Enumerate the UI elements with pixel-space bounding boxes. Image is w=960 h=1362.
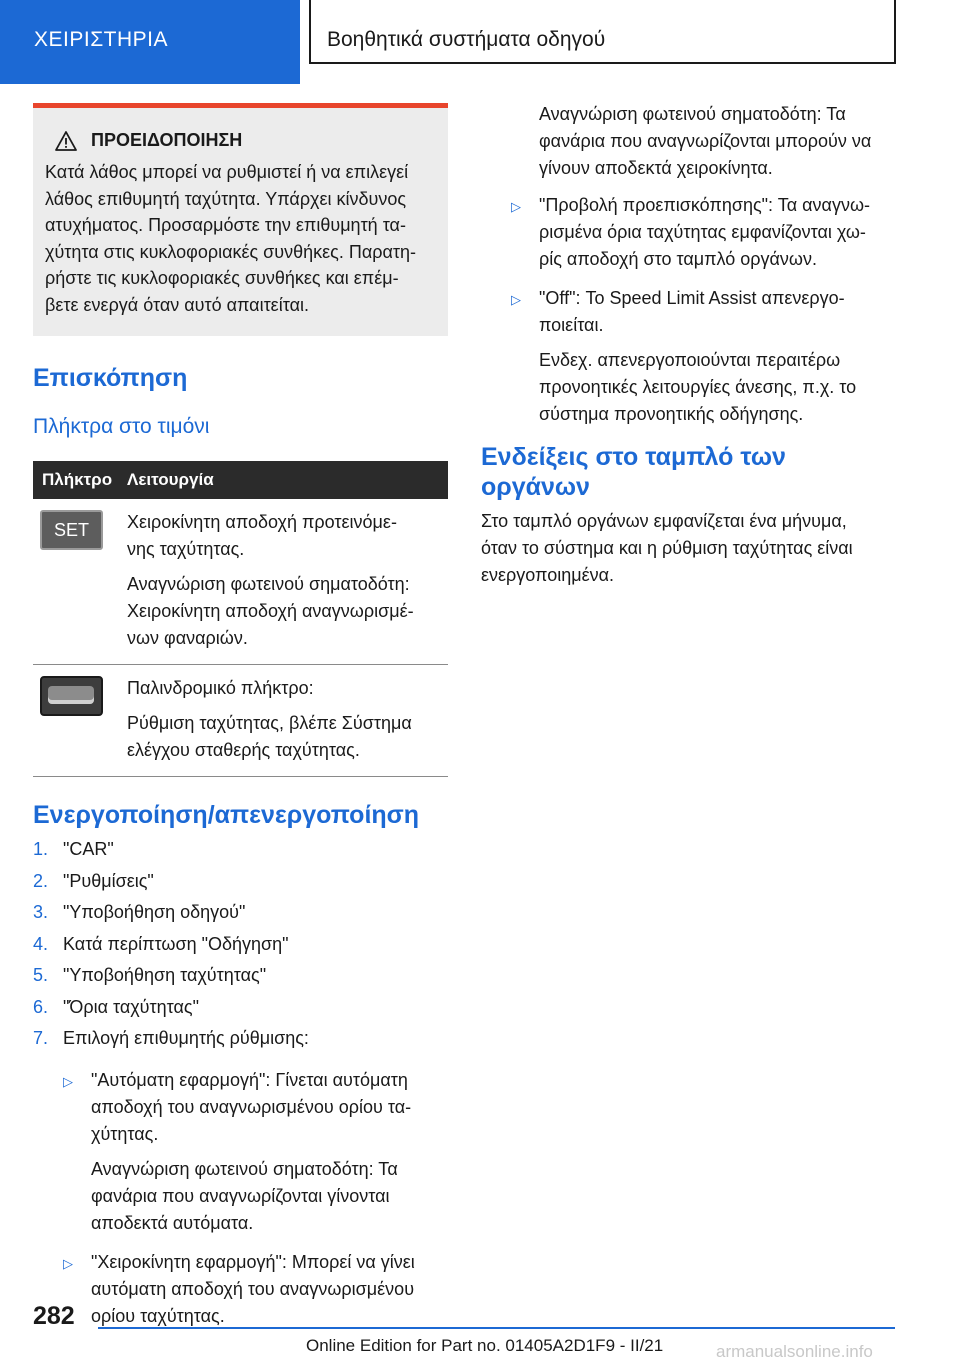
- list-item: [511, 192, 895, 273]
- step-number: 3.: [33, 902, 49, 922]
- list-item: [33, 992, 448, 1024]
- function-cell: [127, 509, 448, 652]
- header-chapter-title: Βοηθητικά συστήματα οδηγού: [327, 28, 606, 51]
- option-text: "Χειροκίνητη εφαρμογή": Μπορεί να γίνει αυτόματη αποδοχή του αναγνωρισμένου ορίου ταχύτητας.: [91, 1251, 415, 1326]
- warning-title-row: [45, 130, 438, 151]
- step-text: Επιλογή επιθυμητής ρύθμισης:: [63, 1028, 309, 1048]
- key-cell: [33, 509, 127, 652]
- function-text: Χειροκίνητη αποδοχή προτεινόμε- νης ταχύτητας.: [127, 512, 397, 559]
- right-column: [481, 103, 895, 589]
- set-button-icon: [40, 510, 103, 550]
- table-header-function: Λειτουργία: [127, 470, 214, 489]
- step-number: 2.: [33, 870, 49, 891]
- activation-heading: Ενεργοποίηση/απενεργοποίηση: [33, 801, 420, 829]
- option-text: Αναγνώριση φωτεινού σηματοδότη: Τα φανάρια που αναγνωρίζονται γίνονται αποδεκτά αυτόματα.: [91, 1158, 398, 1233]
- list-item: [33, 960, 448, 992]
- watermark: armanualsonline.info: [712, 1342, 873, 1362]
- list-item: [511, 285, 895, 428]
- step-number: 7.: [33, 1028, 49, 1048]
- overview-heading: Επισκόπηση: [33, 364, 188, 392]
- triangle-bullet-icon: ▷: [511, 292, 521, 307]
- function-text: Παλινδρομικό πλήκτρο:: [127, 678, 314, 698]
- header-section-tab: [0, 0, 300, 84]
- warning-box: [33, 103, 448, 336]
- header-section-title: ΧΕΙΡΙΣΤΗΡΙΑ: [34, 28, 169, 51]
- step-number: 5.: [33, 965, 49, 985]
- table-row: [33, 665, 448, 777]
- option-text: "Αυτόματη εφαρμογή": Γίνεται αυτόματη αποδοχή του αναγνωρισμένου ορίου τα- χύτητας.: [91, 1069, 412, 1144]
- list-item: [33, 1023, 448, 1055]
- header-chapter-box: [311, 0, 896, 64]
- key-cell: [33, 675, 127, 764]
- warning-title: ΠΡΟΕΙΔΟΠΟΙΗΣΗ: [91, 130, 243, 150]
- list-item: [33, 866, 448, 898]
- step-text: "Όρια ταχύτητας": [63, 996, 199, 1017]
- list-item: [63, 1067, 448, 1237]
- table-row: [33, 499, 448, 665]
- function-cell: [127, 675, 448, 764]
- left-column: [33, 103, 448, 1342]
- option-list-left: [33, 1067, 448, 1330]
- warning-line: χύτητα στις κυκλοφοριακές συνθήκες. Παρατη-: [45, 241, 417, 262]
- activation-steps: [33, 834, 448, 1055]
- footer-edition: Online Edition for Part no. 01405A2D1F9 - II/21: [306, 1336, 664, 1355]
- indications-heading: Ενδείξεις στο ταμπλό των οργάνων: [481, 443, 786, 501]
- warning-line: λάθος επιθυμητή ταχύτητα. Υπάρχει κίνδυνος: [45, 188, 407, 209]
- option-text: "Προβολή προεπισκόπησης": Τα αναγνω- ρισμένα όρια ταχύτητας εμφανίζονται χω- ρίς αποδοχή στο ταμπλό οργάνων.: [539, 195, 871, 269]
- list-item: [33, 929, 448, 961]
- page-number: 282: [33, 1302, 75, 1330]
- set-button-label: SET: [53, 519, 89, 540]
- list-item: [63, 1249, 448, 1330]
- warning-line: ρήστε τις κυκλοφοριακές συνθήκες και επέμ-: [45, 268, 399, 288]
- triangle-bullet-icon: ▷: [511, 199, 521, 214]
- triangle-bullet-icon: ▷: [63, 1073, 73, 1089]
- rocker-button-icon: [40, 676, 103, 716]
- step-text: "CAR": [63, 839, 114, 859]
- list-item: [33, 834, 448, 866]
- warning-text: [45, 159, 438, 318]
- table-header: [33, 461, 448, 499]
- indications-text: Στο ταμπλό οργάνων εμφανίζεται ένα μήνυμα, όταν το σύστημα και η ρύθμιση ταχύτητας είναι ενεργοποιημένα.: [481, 511, 853, 585]
- option-list-right: [481, 192, 895, 428]
- warning-triangle-icon: [55, 131, 77, 151]
- option-text: "Off": Το Speed Limit Assist απενεργο- ποιείται.: [539, 288, 845, 335]
- step-number: 4.: [33, 933, 49, 954]
- continuation-text: Αναγνώριση φωτεινού σηματοδότη: Τα φανάρια που αναγνωρίζονται μπορούν να γίνουν αποδεκτά χειροκίνητα.: [539, 104, 872, 178]
- step-text: Κατά περίπτωση "Οδήγηση": [63, 933, 289, 954]
- option-text: Ενδεχ. απενεργοποιούνται περαιτέρω προνοητικές λειτουργίες άνεσης, π.χ. το σύστημα προνοητικής οδήγησης.: [539, 350, 857, 424]
- footer-rule: [98, 1327, 895, 1329]
- table-header-key: Πλήκτρο: [42, 470, 113, 489]
- function-text: Αναγνώριση φωτεινού σηματοδότη: Χειροκίνητη αποδοχή αναγνωρισμέ- νων φαναριών.: [127, 574, 414, 648]
- triangle-bullet-icon: ▷: [63, 1255, 73, 1271]
- step-number: 1.: [33, 839, 49, 859]
- warning-line: ατυχήματος. Προσαρμόστε την επιθυμητή τα-: [45, 215, 406, 235]
- list-item: [33, 897, 448, 929]
- step-text: "Ρυθμίσεις": [63, 870, 154, 891]
- function-text: Ρύθμιση ταχύτητας, βλέπε Σύστημα ελέγχου σταθερής ταχύτητας.: [127, 713, 412, 760]
- warning-line: Κατά λάθος μπορεί να ρυθμιστεί ή να επιλεγεί: [45, 162, 409, 182]
- step-number: 6.: [33, 996, 49, 1017]
- step-text: "Υποβοήθηση ταχύτητας": [63, 965, 267, 985]
- overview-subheading: Πλήκτρα στο τιμόνι: [33, 415, 210, 438]
- step-text: "Υποβοήθηση οδηγού": [63, 902, 246, 922]
- keys-table: [33, 461, 448, 777]
- warning-line: βετε ενεργά όταν αυτό απαιτείται.: [45, 294, 309, 315]
